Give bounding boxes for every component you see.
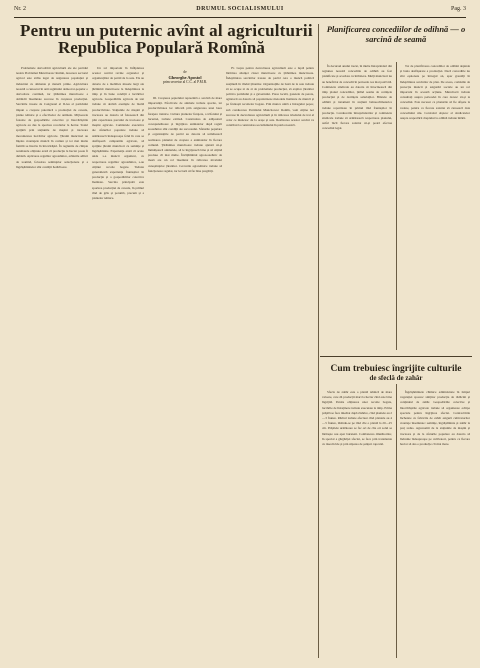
issue-number: Nr. 2 <box>14 6 26 12</box>
right-bottom-headline: Cum trebuiesc îngrijite culturile <box>330 364 462 374</box>
main-article-column-3 <box>148 96 222 658</box>
right-bottom-column-1 <box>322 390 392 658</box>
byline-prefix: de <box>183 70 187 74</box>
main-article-column-1 <box>16 66 88 658</box>
column-text: Tot de planificarea concediilor de odihnă depinde şi buna desfăşurare a producţiei. Dacă concediile nu sînt eşalonate pe întregul an, apar greutăţi în îndeplinirea sarcinilor de plan. De aceea, comisiile de protecţia muncii şi asigurări sociale au un rol important în această acţiune. Muncitorii trebuie consultaţi asupra perioadei în care doresc să-şi ia concediul. Este necesar ca planurile să fie afişate la vedere, pentru ca fiecare salariat să cunoască data concediului său. Controlul obştesc al sindicatelor asupra respectării dreptului la odihnă trebuie întărit. <box>400 64 470 121</box>
section-rule <box>320 356 472 357</box>
right-bottom-subtitle: de sfeclă de zahăr <box>369 374 423 382</box>
byline <box>148 70 222 85</box>
headline-line-2: Republica Populară Romînă <box>58 38 265 57</box>
headline-line-1: Pentru un puternic avînt al agriculturii <box>20 21 313 40</box>
page-number: Pag. 3 <box>451 6 466 12</box>
masthead-rule <box>14 17 466 18</box>
main-article-column-4 <box>226 66 314 658</box>
column-divider <box>318 24 319 658</box>
newspaper-name: DRUMUL SOCIALISMULUI <box>196 6 284 12</box>
column-divider <box>396 384 397 658</box>
column-text: Problemele dezvoltării agriculturii ale ale partidul nostru Problemei Muncitoresc Romin, deoarece sectorul agricol este strîns legat de asigurarea populaţiei şi industriei cu alimente şi materii prime. Agricultura noastră a cunoscut în anii regimului democrat-popular o dezvoltare continuă, iar ţărănimea muncitoare a dobîndit însemnate succese în creşterea producţiei. Sarcinile trasate de Congresul al II-lea al partidului impun o creştere puternică a producţiei de cereale, plante tehnice şi a efectivelor de animale. Mijloacele folosite de gospodăriile colective şi întovărăşirile agricole au dus la sporirea recoltelor la hectar. Statul sprijină prin staţiunile de maşini şi tractoare mecanizarea lucrărilor agricole. Ţăranii muncitori au înţeles avantajele muncii în comun şi tot mai multe familii se înscriu în întovărăşiri. În regiunile de cîmpie rezultatele obţinute arată că producţia la hectar poate fi dublată. Aplicarea regulilor agrotehnice, arăturile adînci de toamnă, folosirea seminţelor selecţionate şi a îngrăşămintelor sînt condiţii hotărîtoare. <box>16 66 88 169</box>
column-divider <box>396 62 397 350</box>
column-text: Îngrăşămintele chimice administrate în timpul vegetaţiei sporesc simţitor producţia de rădăcini şi conţinutul de zahăr. Gospodăriile colective şi întovărăşirile agricole trebuie să organizeze echipe speciale pentru îngrijirea sfeclei. Contractările încheiate cu fabricile de zahăr asigură cultivatorilor avantaje însemnate: seminţe, îngrăşăminte şi zahăr la preţ redus. Agronomii de la staţiunile de maşini şi tractoare şi de la sfaturile populare au datoria să îndrume îndeaproape pe cultivatori, pentru ca fiecare hectar să dea o producţie cît mai mare. <box>400 390 470 447</box>
main-headline <box>20 22 320 56</box>
column-text: Un rol important în înfăptuirea acestor sarcini revine organelor şi organizaţiilor de partid de la sate. Ele au datoria de a mobiliza masele largi ale ţărănimii muncitoare la îndeplinirea la timp şi în bune condiţii a lucrărilor agricole. Gospodăriile agricole de stat trebuie să devină exemple de înaltă productivitate. Staţiunile de maşini şi tractoare au datoria să folosească din plin capacitatea parcului de tractoare şi maşini agricole. Comitetele executive ale sfaturilor populare trebuie să urmărească îndeaproape felul în care se desfăşoară campaniile agricole, să sprijine ţăranii muncitori cu seminţe şi îngrăşăminte. Experienţa arată că acolo unde s-a muncit organizat, cu respectarea regulilor agrotehnice, s-au obţinut recolte bogate. Trebuie generalizată experienţa fruntaşilor în producţie şi a gospodăriilor colective înaintate. Sarcina principală este sporirea producţiei de cereale, în primul rînd de grîu şi porumb, precum şi a plantelor tehnice. <box>92 66 144 201</box>
main-article-column-2 <box>92 66 144 658</box>
right-bottom-column-2 <box>400 390 470 658</box>
author-name: Gheorghe Apostol <box>168 75 202 80</box>
column-text: IV. Lupta pentru dezvoltarea agriculturii este o luptă pentru întărirea alianţei clasei muncitoare cu ţărănimea muncitoare. Îndeplinirea sarcinilor trasate de partid cere o muncă politică susţinută în rîndul ţăranilor. Organizaţiile de bază de la sate trebuie să se ocupe zi de zi de problemele producţiei, să explice ţăranilor politica partidului şi a guvernului. Presa locală, gazetele de perete, agitatorii au datoria să popularizeze metodele înaintate de muncă şi pe fruntaşii recoltelor bogate. Prin munca unită a întregului popor, sub conducerea Partidului Muncitoresc Romîn, vom obţine noi succese în dezvoltarea agriculturii şi în ridicarea nivelului de trai al celor ce muncesc de la oraşe şi sate. Realizarea acestor sarcini va contribui la construirea socialismului în patria noastră. <box>226 66 314 128</box>
right-top-column-1 <box>322 64 392 352</box>
author-role: prim secretar al C.C. al P.M.R. <box>162 80 208 84</box>
column-text: Sfecla de zahăr este o plantă tehnică de mare valoare, care dă producţii mari la hectar cînd este bine îngrijită. Pentru obţinerea unor recolte bogate, lucrările de întreţinere trebuie executate la timp. Prima prăşilă se face imediat după răsărire, cînd plantele au 2—3 frunze. Răritul trebuie efectuat cînd plantele au 4—5 frunze, lăsîndu-se pe rînd cîte o plantă la 20—25 cm. Prăşilele următoare se fac ori de cîte ori solul se întăreşte sau apar buruieni. Combaterea dăunătorilor, în special a gărgăriţei sfeclei, se face prin tratamente cu insecticide şi prin săparea de şanţuri capcană. <box>322 390 392 447</box>
column-text: În decursul anului trecut, în multe întreprinderi din regiunea noastră concediile de odihnă au fost planificate şi acordate cu întîrziere. Mulţi muncitori nu au beneficiat de concedii în perioada cea mai potrivită. Comitetele sindicale au datoria să întocmească din timp planul concediilor, ţinînd seama de cerinţele producţiei şi de dorinţele salariaţilor. Biletele de odihnă şi tratament în staţiuni balneoclimaterice trebuie repartizate în primul rînd fruntaşilor în producţie. Conducerile întreprinderilor şi comitetele sindicale trebuie să urmărească respectarea planului, astfel încît fiecare salariat să-şi poată efectua concediul legal. <box>322 64 392 131</box>
right-top-column-2 <box>400 64 470 352</box>
column-text: III. Creşterea şeptelului reprezintă o sarcină de mare importanţă. Efectivele de animale trebuie sporite, iar productivitatea lor ridicată prin asigurarea unei baze furajere trainice. Cultura plantelor furajere, a trifoiului şi lucernei, trebuie extinsă. Construirea de adăposturi corespunzătoare şi îngrijirea animalelor după reguli zootehnice sînt condiţii ale succesului. Sfaturile populare şi organizaţiile de partid au datoria să urmărească realizarea planului de creştere a animalelor în fiecare comună. Ţărănimea muncitoare trebuie ajutată să-şi înmulţească animalele, să le îngrijească bine şi să obţină produse cît mai multe. Învăţămîntul agrozootehnic de masă are un rol însemnat în ridicarea nivelului cunoştinţelor ţăranilor. Cercurile agrotehnice trebuie să funcţioneze regulat, iar lectorii să fie bine pregătiţi. <box>148 96 222 173</box>
right-top-headline: Planificarea concediilor de odihnă — o sarcină de seamă <box>326 24 466 44</box>
masthead <box>14 6 466 16</box>
